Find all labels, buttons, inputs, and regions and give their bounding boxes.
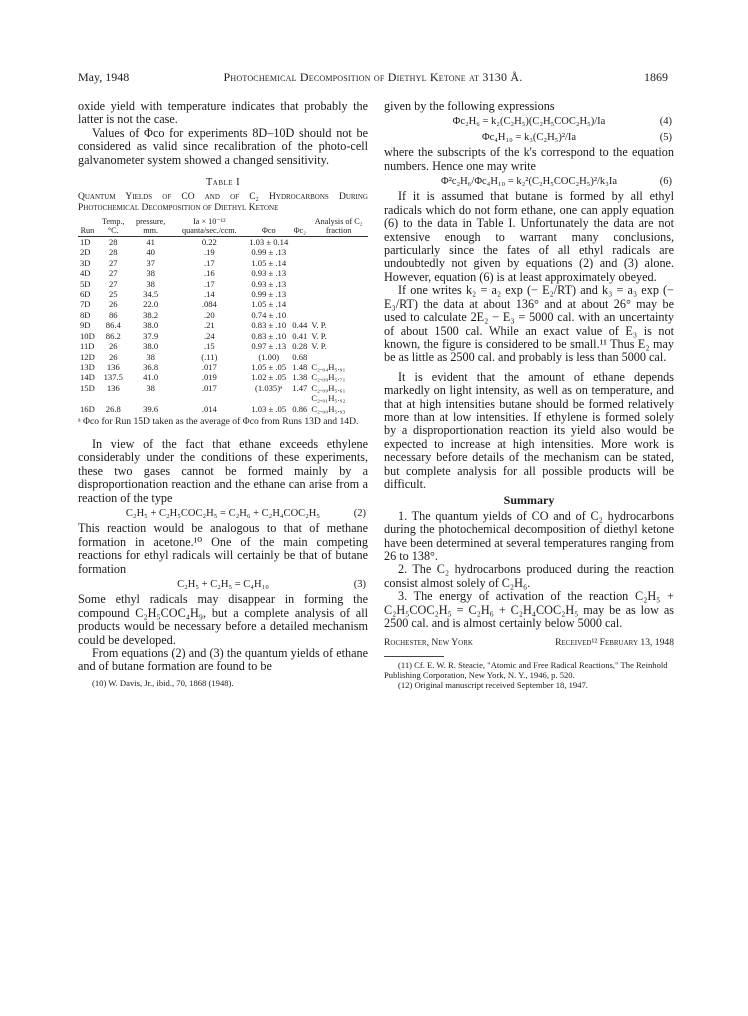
table-cell: 26 [109, 341, 118, 352]
table-cell [309, 299, 368, 309]
table-cell: 4D [80, 268, 91, 279]
table-body [78, 237, 368, 414]
table-cell: C₂.₀₉H₅.₇₁ [311, 372, 346, 383]
table-cell [290, 247, 309, 257]
table-cell: 37 [146, 257, 155, 268]
paragraph: If one writes k₂ = a₂ exp (− E₂/RT) and k₃ = a₃ exp (− E₃/RT) the data at about 136° and at about 26° may be used to calculate 2E₂ − E₃ = 5000 cal. with an uncertainty of about 1500 cal. While an exact value of E₃ is not known, the figure is considered to be small.¹¹ Thus E₂ may be as little as 2500 cal. and probably is less than 5000 cal. [384, 283, 674, 365]
table-cell: 136 [106, 361, 120, 372]
reference-10: (10) W. Davis, Jr., ibid., 70, 1868 (1948). [92, 677, 234, 688]
table-cell: (1.00) [258, 351, 280, 362]
table-cell: 15D [80, 382, 95, 393]
table-row [78, 331, 368, 341]
table-cell: 16D [80, 403, 95, 414]
table-row [78, 299, 368, 309]
received-date: Received¹² February 13, 1948 [555, 637, 674, 649]
table-header-cell: pressure, mm. [130, 218, 172, 236]
table-cell: (.11) [201, 351, 218, 362]
paragraph: This reaction would be analogous to that of methane formation in acetone.¹⁰ One of the main competing reactions for ethyl radicals will certainly be that of butane formation [78, 521, 368, 576]
table-row [78, 352, 368, 362]
table-cell: 2D [80, 247, 91, 258]
table-cell: 28 [109, 247, 118, 258]
table-cell [290, 393, 309, 403]
table-cell: 0.99 ± .13 [251, 289, 287, 300]
table-row [78, 362, 368, 372]
table-cell [247, 393, 290, 403]
table-cell [78, 393, 97, 403]
table-row [78, 310, 368, 320]
table-cell: 38 [146, 268, 155, 279]
equation-text: C₂H₅ + C₂H₅ = C₄H₁₀ [177, 579, 269, 590]
table-header-cell: Run [78, 218, 97, 236]
table-cell: V. P. [311, 330, 327, 341]
table-cell: 6D [80, 289, 91, 300]
table-row [78, 279, 368, 289]
table-cell: 86.2 [105, 330, 121, 341]
table-cell: 0.93 ± .13 [251, 268, 287, 279]
equation-text: Φ²c₂H₆/Φc₄H₁₀ = k₂²(C₂H₅COC₂H₅)²/k₃Ia [441, 176, 617, 188]
footnote-rule [384, 656, 444, 657]
signature-line [384, 636, 674, 649]
table-cell: 0.99 ± .13 [251, 247, 287, 258]
table-cell: 0.74 ± .10 [251, 309, 287, 320]
paragraph: where the subscripts of the k's correspond to the equation numbers. Hence one may write [384, 145, 674, 173]
equation-number: (4) [659, 116, 672, 128]
table-cell: 28 [109, 237, 118, 248]
table-row [78, 320, 368, 330]
table-cell: 26 [109, 351, 118, 362]
table-cell: 1D [80, 237, 91, 248]
table-row [78, 383, 368, 393]
summary-item: 2. The C₂ hydrocarbons produced during the reaction consist almost solely of C₂H₆. [384, 562, 674, 590]
table-cell: 1.05 ± .05 [251, 361, 287, 372]
summary-item: 1. The quantum yields of CO and of C₂ hydrocarbons during the photochemical decomposition of diethyl ketone have been determined at several temperatures ranging from 26 to 138°. [384, 508, 674, 563]
table-cell: .084 [201, 299, 217, 310]
summary-item: 3. The energy of activation of the reaction C₂H₅ + C₂H₅COC₂H₅ = C₂H₆ + C₂H₄COC₂H₅ may be as low as 2500 cal. and is almost certainly below 5000 cal. [384, 589, 674, 631]
table-row [78, 268, 368, 278]
paragraph: In view of the fact that ethane exceeds ethylene considerably under the conditions of these experiments, these two gases cannot be formed mainly by a disproportionation reaction and the ethane can arise from a reaction of the type [78, 436, 368, 505]
table-cell: 0.28 [292, 341, 308, 352]
header-title: Photochemical Decomposition of Diethyl Ketone at 3130 Å. [223, 70, 523, 84]
table-cell [290, 310, 309, 320]
paragraph: oxide yield with temperature indicates that probably the latter is not the case. [78, 99, 368, 127]
table-cell: 3D [80, 257, 91, 268]
table-cell: 10D [80, 330, 95, 341]
table-row [78, 393, 368, 403]
equation-text: C₂H₅ + C₂H₅COC₂H₅ = C₂H₆ + C₂H₄COC₂H₅ [125, 507, 321, 519]
table-cell [130, 393, 172, 403]
table-row [78, 247, 368, 257]
table-cell: 38 [146, 351, 155, 362]
equation-number: (6) [659, 176, 672, 188]
reference-12: (12) Original manuscript received September 18, 1947. [398, 679, 588, 690]
table-cell: .017 [201, 382, 217, 393]
table-cell: 1.03 ± 0.14 [249, 237, 289, 248]
paragraph: Values of Φco for experiments 8D–10D should not be considered as valid since recalibration of the photo-cell galvanometer system showed a changed sensitivity. [78, 125, 368, 167]
table-cell: .017 [201, 361, 217, 372]
table-cell: 0.44 [292, 320, 308, 331]
table-cell: (1.035)ᵃ [255, 382, 283, 393]
table-caption: Table I [205, 177, 241, 189]
table-header-row [78, 218, 368, 236]
table-cell: 11D [80, 341, 95, 352]
table-cell: .19 [203, 247, 215, 258]
table-header-cell: Analysis of C₂ fraction [309, 218, 368, 236]
table-cell [97, 393, 130, 403]
table-cell: .17 [203, 257, 215, 268]
table-cell: 38.2 [143, 309, 159, 320]
table-cell [309, 289, 368, 299]
table-cell: 26 [109, 299, 118, 310]
table-cell: C₂.₀₀H₅.₉₃ [311, 403, 346, 414]
table-title: Quantum Yields of CO and of C₂ Hydrocarbons During Photochemical Decomposition of Diethyl Ketone [78, 192, 368, 214]
table-cell [290, 299, 309, 309]
table-cell: 38.0 [143, 341, 159, 352]
table-cell: .15 [203, 341, 215, 352]
table-cell [290, 258, 309, 268]
table-row [78, 341, 368, 351]
table-cell: 5D [80, 278, 91, 289]
table-cell: 1.02 ± .05 [251, 372, 287, 383]
table-cell: 86 [109, 309, 118, 320]
table-cell: 41.0 [143, 372, 159, 383]
table-cell: V. P. [311, 320, 327, 331]
table-cell [171, 393, 247, 403]
table-cell: .24 [203, 330, 215, 341]
table-cell [290, 268, 309, 278]
header-date: May, 1948 [78, 70, 130, 84]
right-column [384, 100, 674, 690]
table-cell: 0.97 ± .13 [251, 341, 287, 352]
table-cell [309, 310, 368, 320]
table-cell: 0.83 ± .10 [251, 330, 287, 341]
equation-number: (2) [353, 507, 366, 519]
table-cell: 8D [80, 309, 91, 320]
table-cell [309, 268, 368, 278]
table-cell [290, 279, 309, 289]
equation-6 [384, 175, 674, 188]
table-cell: 37.9 [143, 330, 159, 341]
table-cell: 0.86 [292, 403, 308, 414]
table-footnote: ᵃ Φco for Run 15D taken as the average of Φco from Runs 13D and 14D. [78, 415, 359, 427]
data-table [78, 218, 368, 414]
table-cell: 38 [146, 278, 155, 289]
table-cell: 9D [80, 320, 91, 331]
table-cell: .14 [203, 289, 215, 300]
table-cell [309, 279, 368, 289]
table-cell: .16 [203, 268, 215, 279]
table-cell: 13D [80, 361, 95, 372]
table-cell [309, 258, 368, 268]
table-cell: 34.5 [143, 289, 159, 300]
table-header-cell: Φc₂ [290, 218, 309, 236]
table-cell: 38.0 [143, 320, 159, 331]
table-cell: 0.68 [292, 351, 308, 362]
table-cell: 0.41 [292, 330, 308, 341]
table-cell [290, 237, 309, 248]
left-column [78, 100, 368, 688]
paragraph: It is evident that the amount of ethane depends markedly on light intensity, as well as on temperature, and that at high intensities butane should be formed relatively more than at low intensities. If ethylene is formed solely by a disproportionation reaction its yield also would be expected to increase at high intensities. More work is necessary before details of the mechanism can be stated, but complete analysis for all possible products will be difficult. [384, 369, 674, 491]
table-cell: 0.22 [201, 237, 217, 248]
table-cell: 27 [109, 278, 118, 289]
table-cell: 1.03 ± .05 [251, 403, 287, 414]
table-cell: C₂.₀₉H₅.₆₁ [311, 382, 346, 393]
table-cell: .014 [201, 403, 217, 414]
table-cell: 12D [80, 351, 95, 362]
table-header-cell: Φco [247, 218, 290, 236]
table-cell: .17 [203, 278, 215, 289]
table-cell: 1.05 ± .14 [251, 257, 287, 268]
table-cell: 86.4 [105, 320, 121, 331]
paragraph: If it is assumed that butane is formed by all ethyl radicals which do not form ethane, one can apply equation (6) to the data in Table I. Unfortunately the data are not extensive enough to warrant many conclusions, particularly since the fates of all ethyl radicals are undoubtedly not given by equations (2) and (3) alone. However, equation (6) is at least approximately obeyed. [384, 189, 674, 284]
affiliation-location: Rochester, New York [384, 637, 473, 649]
equation-2 [78, 507, 368, 520]
table-cell [309, 237, 368, 248]
table-cell: 40 [146, 247, 155, 258]
table-cell: 1.47 [292, 382, 308, 393]
table-cell: 38 [146, 382, 155, 393]
table-cell: .019 [201, 372, 217, 383]
table-cell: 22.0 [143, 299, 159, 310]
table-cell: .21 [203, 320, 215, 331]
table-header-cell: Temp., °C. [97, 218, 130, 236]
table-cell: 7D [80, 299, 91, 310]
table-cell [309, 352, 368, 362]
equation-5 [384, 131, 674, 144]
equation-3 [78, 578, 368, 591]
table-cell: 0.93 ± .13 [251, 278, 287, 289]
equation-number: (5) [659, 131, 672, 143]
equation-number: (3) [353, 579, 366, 590]
table-cell: 1.38 [292, 372, 308, 383]
table-cell: 36.8 [143, 361, 159, 372]
table-cell: 1.48 [292, 361, 308, 372]
paragraph: Some ethyl radicals may disappear in forming the compound C₂H₅COC₄H₉, but a complete analysis of all products would be necessary before a detailed mechanism could be developed. [78, 592, 368, 647]
table-cell: C₂.₀₄H₅.₉₁ [311, 361, 346, 372]
running-header [78, 70, 668, 86]
table-cell: 41 [146, 237, 155, 248]
table-row [78, 258, 368, 268]
table-cell: 1.05 ± .14 [251, 299, 287, 310]
reference-11: (11) Cf. E. W. R. Steacie, "Atomic and Free Radical Reactions," The Reinhold Publishing Corporation, New York, N. Y., 1946, p. 520. [384, 659, 668, 680]
table-cell: V. P. [311, 341, 327, 352]
table-cell [290, 289, 309, 299]
equation-text: Φc₂H₆ = k₂(C₂H₅)(C₂H₅COC₂H₅)/Ia [452, 116, 606, 128]
table-cell: C₂.₀₁H₅.₉₂ [311, 393, 346, 404]
table-row [78, 372, 368, 382]
page-number: 1869 [644, 70, 668, 84]
table-row [78, 404, 368, 414]
table-cell: 137.5 [103, 372, 123, 383]
summary-heading: Summary [503, 493, 555, 508]
table-cell [309, 247, 368, 257]
equation-4 [384, 115, 674, 128]
table-cell: 136 [106, 382, 120, 393]
table-cell: 26.8 [105, 403, 121, 414]
equation-text: Φc₄H₁₀ = k₃(C₂H₅)²/Ia [481, 131, 577, 143]
paragraph: given by the following expressions [384, 99, 555, 113]
paragraph: From equations (2) and (3) the quantum yields of ethane and of butane formation are found to be [78, 646, 368, 674]
table-cell: 14D [80, 372, 95, 383]
table-row [78, 237, 368, 248]
table-cell: .20 [203, 309, 215, 320]
table-header-cell: Ia × 10⁻¹² quanta/sec./ccm. [171, 218, 247, 236]
table-cell: 25 [109, 289, 118, 300]
table-row [78, 289, 368, 299]
table-cell: 0.83 ± .10 [251, 320, 287, 331]
table-cell: 39.6 [143, 403, 159, 414]
table-cell: 27 [109, 268, 118, 279]
table-cell: 27 [109, 257, 118, 268]
